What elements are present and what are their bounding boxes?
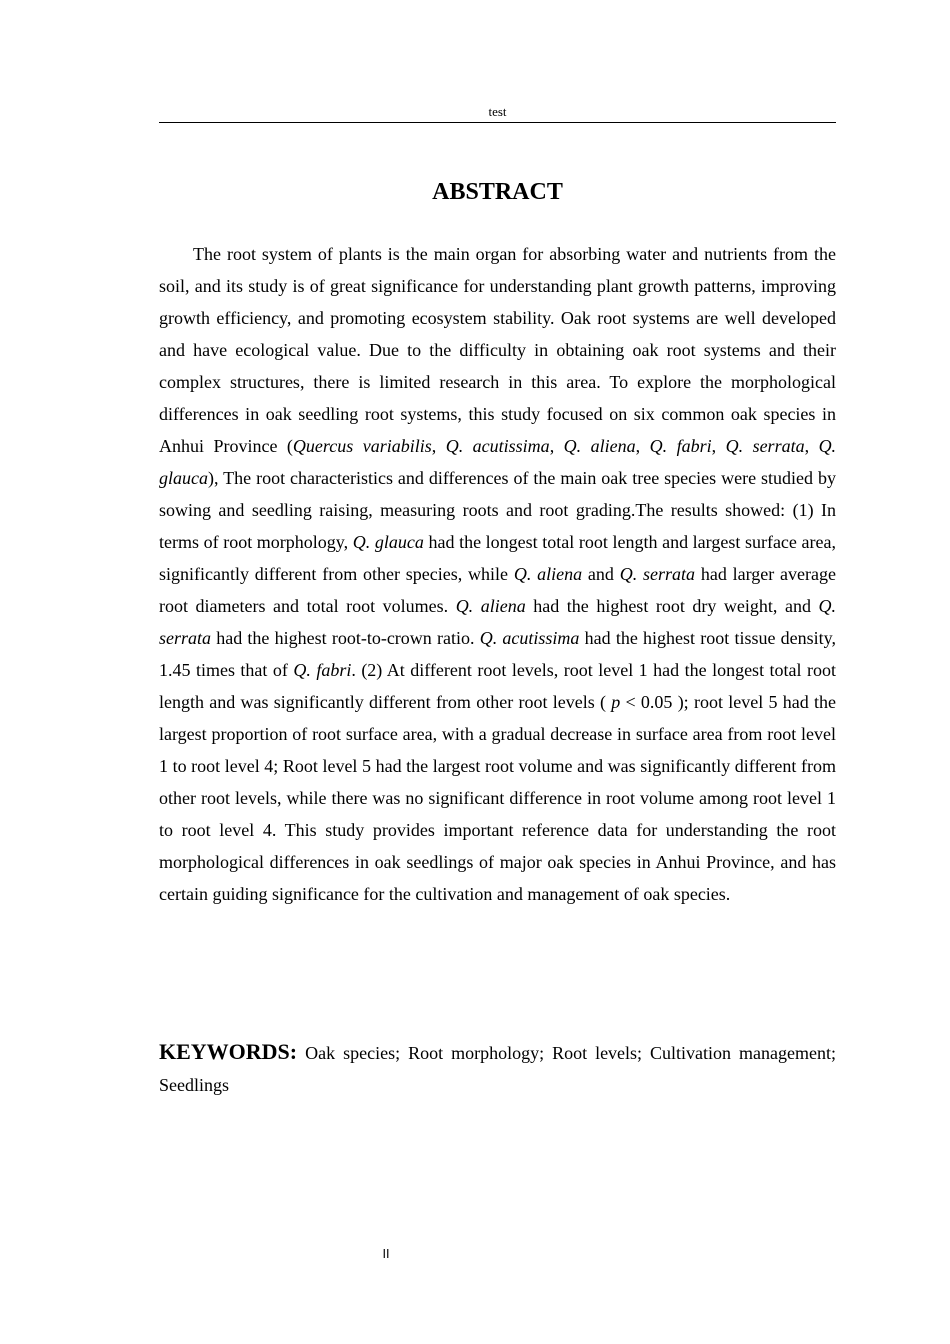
species-name: Q. glauca bbox=[159, 436, 837, 488]
species-name: Quercus variabilis bbox=[292, 436, 432, 456]
abstract-text: ), The root characteristics and differences of the main oak tree species were studied by sowing and seedling raising, measuring roots and root grading.The results showed: (1) In terms of root morphology, bbox=[159, 468, 836, 552]
separator: , bbox=[635, 436, 650, 456]
species-name: Q. aliena bbox=[563, 436, 636, 456]
header-rule bbox=[159, 122, 836, 123]
abstract-text: had the highest root dry weight, and bbox=[525, 596, 819, 616]
keywords-label: KEYWORDS: bbox=[159, 1039, 298, 1064]
species-name: Q. fabri bbox=[649, 436, 712, 456]
species-name: Q. acutissima bbox=[445, 436, 550, 456]
abstract-text: and bbox=[582, 564, 620, 584]
abstract-text: had the highest root-to-crown ratio. bbox=[211, 628, 480, 648]
p-value-symbol: p bbox=[611, 692, 621, 712]
abstract-text: The root system of plants is the main organ for absorbing water and nutrients from the soil, and its study is of great significance for understanding plant growth patterns, improving growth efficiency, and promoting ecosystem stability. Oak root systems are well developed and have ecological value. Due to the difficulty in obtaining oak root systems and their complex structures, there is limited research in this area. To explore the morphological differences in oak seedling root systems, this study focused on six common oak species in Anhui Province ( bbox=[159, 244, 836, 456]
page-title: ABSTRACT bbox=[432, 179, 563, 205]
abstract-text: < 0.05 ); root level 5 had the largest proportion of root surface area, with a gradual decrease in surface area from root level 1 to root level 4; Root level 5 had the largest root volume and was significantly different from other root levels, while there was no significant difference in root volume among root level 1 to root level 4. This study provides important reference data for understanding the root morphological differences in oak seedlings of major oak species in Anhui Province, and has certain guiding significance for the cultivation and management of oak species. bbox=[159, 692, 836, 904]
abstract-paragraph bbox=[159, 238, 836, 910]
species-name: Q. acutissima bbox=[479, 628, 580, 648]
species-name: Q. glauca bbox=[352, 532, 424, 552]
separator: , bbox=[549, 436, 564, 456]
page-number: II bbox=[382, 1247, 390, 1261]
separator: , bbox=[711, 436, 726, 456]
abstract-text: had larger average root diameters and total root volumes. bbox=[159, 564, 837, 616]
separator: , bbox=[804, 436, 819, 456]
keywords-text: Oak species; Root morphology; Root levels; Cultivation management; Seedlings bbox=[159, 1043, 836, 1095]
species-name: Q. fabri bbox=[293, 660, 352, 680]
separator: , bbox=[431, 436, 446, 456]
abstract-text: had the longest total root length and largest surface area, significantly different from other species, while bbox=[159, 532, 836, 584]
abstract-text: . (2) At different root levels, root level 1 had the longest total root length and was significantly different from other root levels ( bbox=[159, 660, 836, 712]
species-name: Q. serrata bbox=[619, 564, 696, 584]
keywords-paragraph bbox=[159, 1036, 836, 1101]
species-name: Q. serrata bbox=[159, 596, 836, 648]
species-name: Q. aliena bbox=[455, 596, 526, 616]
species-name: Q. aliena bbox=[513, 564, 583, 584]
header-text: test bbox=[488, 104, 507, 119]
species-name: Q. serrata bbox=[725, 436, 805, 456]
abstract-text: had the highest root tissue density, 1.45 times that of bbox=[159, 628, 836, 680]
